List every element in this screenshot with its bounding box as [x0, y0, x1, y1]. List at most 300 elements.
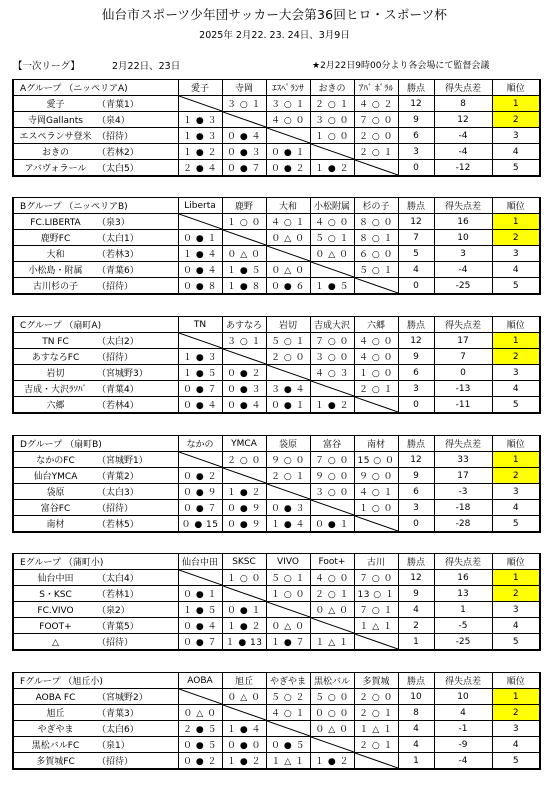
team-cell [13, 468, 178, 484]
team-rank: 2 [492, 349, 540, 365]
team-district: （泉4） [97, 116, 130, 126]
team-goal-diff: -4 [434, 753, 492, 770]
match-score: ８ ○ １ [358, 234, 394, 244]
team-name: 岩切 [46, 369, 65, 379]
match-score: １ ● ４ [270, 520, 306, 530]
match-score: ０ ● ４ [182, 401, 218, 411]
team-goal-diff: 3 [434, 246, 492, 262]
match-result [310, 753, 354, 770]
opponent-header: 南材 [354, 436, 398, 452]
match-result [354, 349, 398, 365]
team-district: （招待） [97, 504, 134, 514]
opponent-header: おきの [310, 80, 354, 96]
team-district: （青葉4） [97, 385, 139, 395]
match-score: ０ ● １ [270, 148, 306, 158]
team-points: 4 [398, 737, 434, 753]
team-cell [13, 618, 178, 634]
group-header-row [13, 80, 540, 96]
team-rank: 4 [492, 618, 540, 634]
match-result [310, 689, 354, 705]
self-match-diagonal [222, 349, 266, 365]
team-district: （青葉3） [97, 709, 139, 719]
team-row [13, 570, 540, 586]
match-score: ４ ○ ２ [358, 100, 394, 110]
group-name: Eグループ （蒲町小) [13, 554, 178, 570]
team-cell [13, 333, 178, 349]
match-score: １ △ １ [315, 638, 349, 648]
rank-header: 順位 [492, 317, 540, 333]
team-name: あすなろFC [31, 353, 80, 363]
team-district: （招待） [97, 132, 134, 142]
match-result [310, 705, 354, 721]
match-result [222, 246, 266, 262]
team-points: 12 [398, 570, 434, 586]
phase-dates: 2月22日、23日 [112, 61, 181, 72]
opponent-header: 旭丘 [222, 673, 266, 689]
team-goal-diff: -12 [434, 160, 492, 177]
team-district: （太白5） [97, 164, 139, 174]
team-goal-diff: -11 [434, 397, 492, 414]
team-cell [13, 705, 178, 721]
match-result [222, 721, 266, 737]
team-goal-diff: -13 [434, 381, 492, 397]
meeting-note: ★2月22日9時00分より各会場にて監督会議 [312, 61, 490, 71]
self-match-diagonal [178, 96, 222, 112]
match-result [310, 570, 354, 586]
match-score: ０ ● １ [314, 520, 350, 530]
team-goal-diff: 8 [434, 96, 492, 112]
match-result [310, 278, 354, 295]
team-points: 4 [398, 262, 434, 278]
team-name: AOBA FC [35, 693, 76, 703]
match-result [266, 452, 310, 468]
team-district: （若林4） [97, 401, 139, 411]
team-rank: 5 [492, 516, 540, 533]
group-table [12, 79, 541, 177]
match-score: １ ● ５ [182, 606, 218, 616]
team-goal-diff: 16 [434, 214, 492, 230]
team-goal-diff: -25 [434, 278, 492, 295]
match-result [310, 602, 354, 618]
team-cell [13, 96, 178, 112]
match-result [310, 214, 354, 230]
match-result [178, 349, 222, 365]
match-result [310, 397, 354, 414]
match-score: ５ ○ １ [358, 266, 394, 276]
opponent-header: 富谷 [310, 436, 354, 452]
team-row [13, 349, 540, 365]
team-goal-diff: -3 [434, 484, 492, 500]
match-result [222, 128, 266, 144]
match-result [266, 468, 310, 484]
team-points: 7 [398, 230, 434, 246]
group-header-row [13, 436, 540, 452]
team-rank: 2 [492, 230, 540, 246]
team-cell [13, 381, 178, 397]
match-result [354, 602, 398, 618]
opponent-header: 大和 [266, 198, 310, 214]
team-rank: 2 [492, 112, 540, 128]
team-row [13, 618, 540, 634]
match-result [266, 634, 310, 651]
rank-header: 順位 [492, 554, 540, 570]
match-result [310, 333, 354, 349]
match-result [354, 246, 398, 262]
opponent-header: 袋原 [266, 436, 310, 452]
match-score: ９ ○ ０ [314, 472, 350, 482]
team-cell [13, 516, 178, 533]
team-row [13, 689, 540, 705]
team-rank: 4 [492, 262, 540, 278]
match-score: ２ ○ １ [358, 741, 394, 751]
team-points: 12 [398, 452, 434, 468]
match-score: １ ○ ０ [226, 218, 262, 228]
team-rank: 5 [492, 160, 540, 177]
team-name: 吉成・大沢ﾗｿﾊﾞ [23, 385, 87, 395]
match-score: ２ ○ １ [358, 385, 394, 395]
team-cell [13, 262, 178, 278]
match-score: １ ● 13 [225, 638, 263, 648]
match-score: １ ○ ０ [358, 504, 394, 514]
team-row [13, 602, 540, 618]
match-score: ０ ● ６ [270, 282, 306, 292]
self-match-diagonal [354, 160, 398, 177]
match-result [222, 602, 266, 618]
match-result [178, 516, 222, 533]
team-name: S・KSC [39, 590, 72, 600]
rank-header: 順位 [492, 80, 540, 96]
team-cell [13, 634, 178, 651]
team-row [13, 468, 540, 484]
team-row [13, 634, 540, 651]
match-result [178, 262, 222, 278]
match-result [266, 112, 310, 128]
team-row [13, 381, 540, 397]
team-rank: 5 [492, 634, 540, 651]
team-cell [13, 484, 178, 500]
goal-diff-header: 得失点差 [434, 198, 492, 214]
match-result [354, 452, 398, 468]
team-district: （太白6） [97, 725, 139, 735]
match-result [178, 397, 222, 414]
rank-header: 順位 [492, 436, 540, 452]
opponent-header: YMCA [222, 436, 266, 452]
match-result [178, 381, 222, 397]
team-cell [13, 753, 178, 770]
team-cell [13, 144, 178, 160]
team-district: （若林2） [97, 148, 139, 158]
match-result [266, 381, 310, 397]
opponent-header: 寺岡 [222, 80, 266, 96]
points-header: 勝点 [398, 80, 434, 96]
team-name: アバヴォラール [24, 164, 87, 174]
team-name: おきの [41, 148, 69, 158]
team-cell [13, 160, 178, 177]
team-goal-diff: -4 [434, 144, 492, 160]
team-points: 12 [398, 333, 434, 349]
self-match-diagonal [310, 144, 354, 160]
match-score: １ ● ４ [226, 725, 262, 735]
match-result [178, 500, 222, 516]
match-score: ０ ● ２ [182, 472, 218, 482]
match-score: ３ ○ ０ [314, 353, 350, 363]
match-result [178, 721, 222, 737]
team-row [13, 516, 540, 533]
match-score: ５ ○ ２ [270, 693, 306, 703]
team-points: 9 [398, 468, 434, 484]
match-score: １ ● ３ [182, 116, 218, 126]
team-cell [13, 278, 178, 295]
opponent-header: TN [178, 317, 222, 333]
team-goal-diff: -28 [434, 516, 492, 533]
match-score: １ ● ２ [226, 622, 262, 632]
match-result [178, 737, 222, 753]
team-rank: 3 [492, 365, 540, 381]
match-result [178, 618, 222, 634]
match-result [354, 570, 398, 586]
team-row [13, 144, 540, 160]
match-result [178, 586, 222, 602]
team-cell [13, 397, 178, 414]
opponent-header: 六郷 [354, 317, 398, 333]
match-result [354, 214, 398, 230]
points-header: 勝点 [398, 436, 434, 452]
opponent-header: やぎやま [266, 673, 310, 689]
match-score: ０ ● １ [182, 590, 218, 600]
self-match-diagonal [266, 721, 310, 737]
match-score: ７ ○ １ [358, 606, 394, 616]
match-score: ７ ○ ０ [358, 116, 394, 126]
group-name: Dグループ （扇町B) [13, 436, 178, 452]
match-score: ４ ○ ０ [358, 353, 394, 363]
self-match-diagonal [222, 468, 266, 484]
match-result [266, 618, 310, 634]
match-result [222, 516, 266, 533]
team-points: 3 [398, 381, 434, 397]
match-result [266, 333, 310, 349]
group-header-row [13, 317, 540, 333]
match-score: ０ ● ７ [182, 504, 218, 514]
match-score: 13 ○ １ [357, 590, 395, 600]
match-score: ０ ● ２ [270, 164, 306, 174]
team-cell [13, 570, 178, 586]
match-score: ０ △ ０ [271, 622, 305, 632]
group-table [12, 435, 541, 533]
self-match-diagonal [310, 381, 354, 397]
opponent-header: ｴｽﾍﾟﾗﾝｻ [266, 80, 310, 96]
team-rank: 1 [492, 570, 540, 586]
match-score: ４ ○ １ [270, 218, 306, 228]
self-match-diagonal [178, 452, 222, 468]
match-result [310, 112, 354, 128]
team-row [13, 721, 540, 737]
self-match-diagonal [222, 230, 266, 246]
match-result [178, 144, 222, 160]
match-result [354, 365, 398, 381]
opponent-header: 愛子 [178, 80, 222, 96]
match-result [222, 753, 266, 770]
match-score: ５ ○ １ [270, 574, 306, 584]
self-match-diagonal [266, 128, 310, 144]
team-rank: 1 [492, 452, 540, 468]
team-row [13, 397, 540, 414]
team-cell [13, 365, 178, 381]
match-result [354, 381, 398, 397]
match-result [178, 246, 222, 262]
team-row [13, 160, 540, 177]
team-goal-diff: 7 [434, 349, 492, 365]
team-rank: 5 [492, 397, 540, 414]
opponent-header: ｱﾊﾞ ﾎﾞﾗﾙ [354, 80, 398, 96]
match-result [310, 230, 354, 246]
team-name: 仙台YMCA [33, 472, 78, 482]
opponent-header: 古川 [354, 554, 398, 570]
team-name: 黒松バルFC [31, 741, 80, 751]
match-score: １ ● ５ [226, 266, 262, 276]
match-result [310, 516, 354, 533]
match-score: ９ ○ ０ [358, 472, 394, 482]
team-name: 鹿野FC [40, 234, 71, 244]
group-table [12, 197, 541, 295]
match-score: １ ● ２ [182, 148, 218, 158]
team-district: （青葉6） [97, 266, 139, 276]
match-score: ０ △ ０ [271, 266, 305, 276]
match-result [222, 214, 266, 230]
match-score: ０ ● ４ [226, 132, 262, 142]
team-name: 富谷FC [40, 504, 71, 514]
team-cell [13, 230, 178, 246]
self-match-diagonal [310, 500, 354, 516]
team-points: 3 [398, 144, 434, 160]
self-match-diagonal [222, 705, 266, 721]
team-cell [13, 246, 178, 262]
team-district: （太白3） [97, 488, 139, 498]
team-cell [13, 214, 178, 230]
team-cell [13, 349, 178, 365]
match-score: １ ○ ０ [314, 132, 350, 142]
match-result [266, 753, 310, 770]
match-score: ２ ○ ０ [226, 456, 262, 466]
team-district: （宮城野3） [97, 369, 148, 379]
phase-label: 【一次リーグ】 [13, 61, 80, 72]
team-rank: 4 [492, 144, 540, 160]
match-score: ０ ● ５ [270, 741, 306, 751]
match-score: １ △ １ [359, 725, 393, 735]
team-rank: 1 [492, 689, 540, 705]
match-score: １ ○ ０ [358, 369, 394, 379]
match-result [222, 365, 266, 381]
match-result [354, 500, 398, 516]
team-district: （宮城野1） [97, 456, 148, 466]
team-district: （招待） [97, 353, 134, 363]
team-goal-diff: -4 [434, 262, 492, 278]
team-name: 多賀城FC [36, 757, 75, 767]
match-score: ４ ○ ３ [314, 369, 350, 379]
team-points: 0 [398, 160, 434, 177]
match-result [266, 144, 310, 160]
opponent-header: SKSC [222, 554, 266, 570]
match-score: ０ ● ４ [226, 401, 262, 411]
team-district: （青葉1） [97, 100, 139, 110]
team-points: 9 [398, 586, 434, 602]
team-goal-diff: 1 [434, 602, 492, 618]
team-name: 六郷 [46, 401, 65, 411]
team-rank: 2 [492, 586, 540, 602]
team-name: FOOT+ [39, 622, 72, 632]
match-result [222, 160, 266, 177]
match-score: ２ ○ １ [358, 709, 394, 719]
match-score: ０ ● ０ [226, 741, 262, 751]
match-result [354, 586, 398, 602]
opponent-header: 吉成大沢 [310, 317, 354, 333]
team-cell [13, 586, 178, 602]
match-result [178, 705, 222, 721]
team-row [13, 278, 540, 295]
match-score: ３ ○ １ [270, 100, 306, 110]
team-rank: 2 [492, 705, 540, 721]
match-result [222, 333, 266, 349]
match-result [266, 160, 310, 177]
match-score: １ ● ４ [182, 250, 218, 260]
match-score: ０ ● ５ [182, 741, 218, 751]
team-goal-diff: 33 [434, 452, 492, 468]
team-rank: 3 [492, 721, 540, 737]
team-goal-diff: 13 [434, 586, 492, 602]
match-score: ３ ○ １ [226, 337, 262, 347]
team-points: 6 [398, 484, 434, 500]
team-goal-diff: 17 [434, 468, 492, 484]
match-score: ０ ● ９ [226, 520, 262, 530]
team-points: 6 [398, 128, 434, 144]
match-result [266, 737, 310, 753]
self-match-diagonal [310, 618, 354, 634]
match-score: ７ ○ ０ [314, 337, 350, 347]
rank-header: 順位 [492, 198, 540, 214]
match-score: ２ ● ５ [182, 725, 218, 735]
goal-diff-header: 得失点差 [434, 436, 492, 452]
team-district: （泉3） [97, 218, 130, 228]
team-district: （太白1） [97, 234, 139, 244]
team-points: 1 [398, 753, 434, 770]
match-score: ２ ○ １ [314, 590, 350, 600]
team-district: （泉1） [97, 741, 130, 751]
match-result [310, 721, 354, 737]
opponent-header: 小松附属 [310, 198, 354, 214]
match-result [222, 262, 266, 278]
match-score: ４ ○ １ [358, 488, 394, 498]
match-score: ３ ○ ０ [314, 116, 350, 126]
team-goal-diff: -18 [434, 500, 492, 516]
self-match-diagonal [178, 570, 222, 586]
tournament-dates: 2025年 2月22. 23. 24日、3月9日 [199, 30, 350, 41]
opponent-header: VIVO [266, 554, 310, 570]
self-match-diagonal [266, 602, 310, 618]
match-result [310, 349, 354, 365]
team-points: 0 [398, 397, 434, 414]
goal-diff-header: 得失点差 [434, 317, 492, 333]
match-result [178, 468, 222, 484]
team-district: （青葉2） [97, 472, 139, 482]
self-match-diagonal [266, 365, 310, 381]
team-goal-diff: -1 [434, 721, 492, 737]
match-result [354, 262, 398, 278]
match-result [354, 484, 398, 500]
team-district: （若林5） [97, 520, 139, 530]
team-row [13, 705, 540, 721]
opponent-header: Liberta [178, 198, 222, 214]
match-score: ０ ● ２ [182, 757, 218, 767]
match-result [222, 570, 266, 586]
